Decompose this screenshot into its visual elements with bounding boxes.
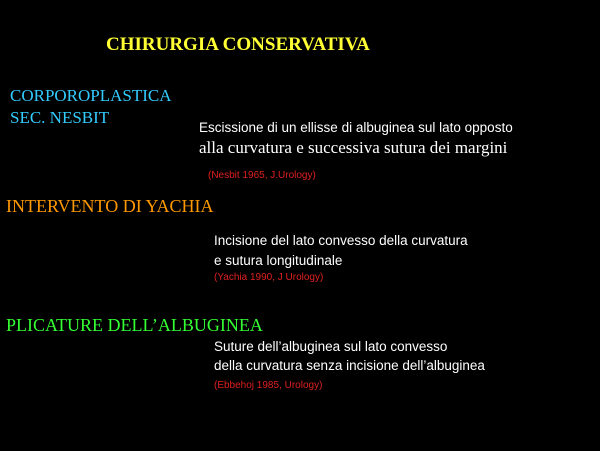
section-description-line: della curvatura senza incisione dell’albuginea	[214, 358, 485, 373]
section-description-line: Escissione di un ellisse di albuginea sul lato opposto	[199, 120, 513, 135]
section-heading-line: CORPOROPLASTICA	[10, 86, 172, 105]
section-description-line: Incisione del lato convesso della curvatura	[214, 233, 468, 248]
section-description-line: Suture dell’albuginea sul lato convesso	[214, 339, 448, 354]
section-reference: (Nesbit 1965, J.Urology)	[208, 170, 316, 181]
section-heading-yachia: INTERVENTO DI YACHIA	[6, 196, 214, 216]
slide-title: CHIRURGIA CONSERVATIVA	[106, 34, 370, 55]
section-heading-plicature: PLICATURE DELL’ALBUGINEA	[6, 315, 263, 335]
section-heading-corporoplastica	[10, 85, 172, 129]
section-heading-line: SEC. NESBIT	[10, 108, 110, 127]
section-description-line: e sutura longitudinale	[214, 253, 343, 268]
section-description-line: alla curvatura e successiva sutura dei margini	[199, 138, 508, 157]
section-reference: (Ebbehoj 1985, Urology)	[214, 380, 323, 391]
section-description	[214, 231, 468, 271]
section-description	[214, 337, 485, 375]
section-reference: (Yachia 1990, J Urology)	[214, 272, 324, 283]
